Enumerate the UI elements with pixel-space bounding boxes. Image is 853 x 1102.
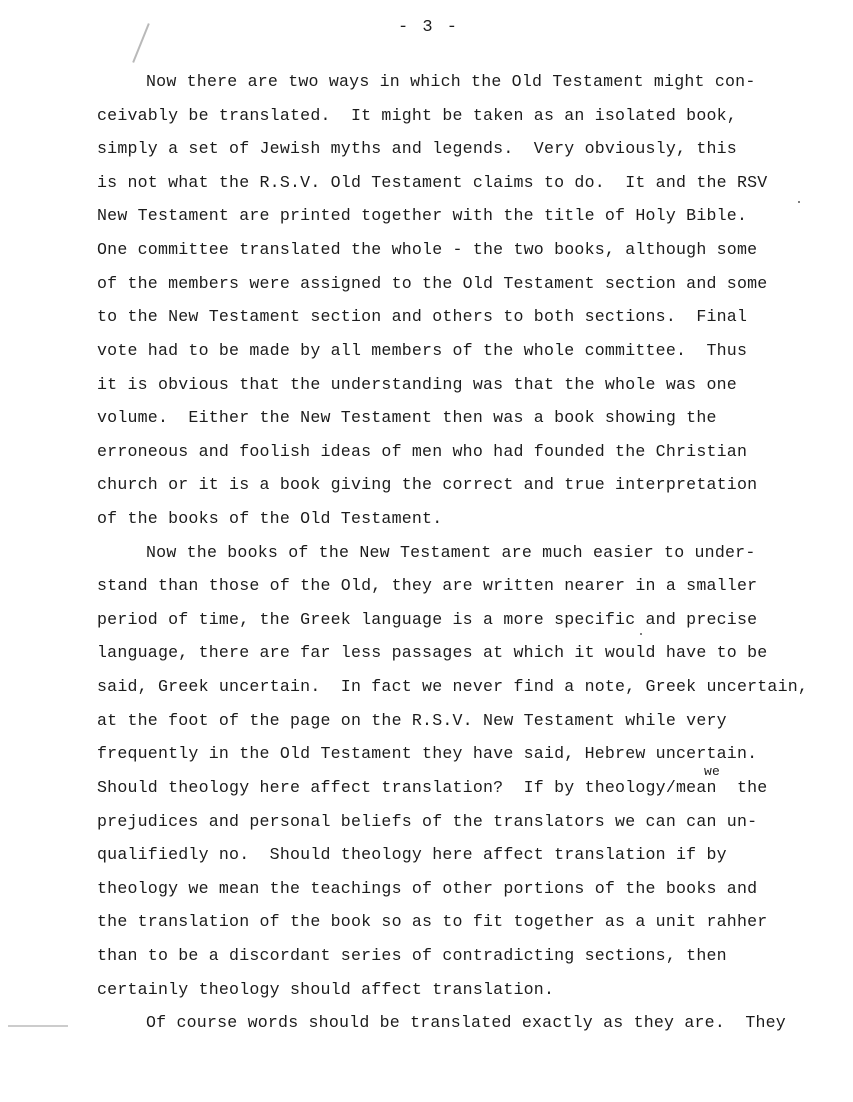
text-line: church or it is a book giving the correct and true interpretation <box>97 475 758 494</box>
stray-pen-mark <box>132 23 150 63</box>
speck <box>798 201 800 203</box>
handwritten-insertion: we <box>704 764 721 779</box>
text-line: is not what the R.S.V. Old Testament claims to do. It and the RSV <box>97 173 768 192</box>
text-line: of the members were assigned to the Old Testament section and some <box>97 274 768 293</box>
text-line: than to be a discordant series of contradicting sections, then <box>97 946 727 965</box>
text-line: language, there are far less passages at which it would have to be <box>97 643 768 662</box>
text-line: erroneous and foolish ideas of men who had founded the Christian <box>97 442 748 461</box>
text-line: said, Greek uncertain. In fact we never find a note, Greek uncertain, <box>97 677 809 696</box>
text-line: certainly theology should affect translation. <box>97 980 555 999</box>
text-line: to the New Testament section and others to both sections. Final <box>97 307 748 326</box>
text-line: frequently in the Old Testament they have said, Hebrew uncertain. <box>97 744 758 763</box>
text-line: period of time, the Greek language is a more specific and precise <box>97 610 758 629</box>
text-line: of the books of the Old Testament. <box>97 509 443 528</box>
text-line: at the foot of the page on the R.S.V. New Testament while very <box>97 711 727 730</box>
text-line: Should theology here affect translation? If by theology/mean the <box>97 778 768 797</box>
text-line: ceivably be translated. It might be taken as an isolated book, <box>97 106 737 125</box>
text-line: simply a set of Jewish myths and legends. Very obviously, this <box>97 139 737 158</box>
speck <box>640 633 642 635</box>
text-line: One committee translated the whole - the two books, although some <box>97 240 758 259</box>
text-line: prejudices and personal beliefs of the translators we can can un- <box>97 812 758 831</box>
text-line: volume. Either the New Testament then was a book showing the <box>97 408 717 427</box>
text-line: theology we mean the teachings of other portions of the books and <box>97 879 758 898</box>
text-line: Now the books of the New Testament are much easier to under- <box>146 543 756 562</box>
text-line: Now there are two ways in which the Old Testament might con- <box>146 72 756 91</box>
edge-smudge <box>8 1025 68 1027</box>
page-number: - 3 - <box>398 18 460 37</box>
text-line: Of course words should be translated exactly as they are. They <box>146 1013 786 1032</box>
text-line: qualifiedly no. Should theology here affect translation if by <box>97 845 727 864</box>
text-line: it is obvious that the understanding was that the whole was one <box>97 375 737 394</box>
text-line: the translation of the book so as to fit together as a unit rahher <box>97 912 768 931</box>
text-line: vote had to be made by all members of the whole committee. Thus <box>97 341 748 360</box>
text-line: stand than those of the Old, they are written nearer in a smaller <box>97 576 758 595</box>
text-line: New Testament are printed together with the title of Holy Bible. <box>97 206 748 225</box>
